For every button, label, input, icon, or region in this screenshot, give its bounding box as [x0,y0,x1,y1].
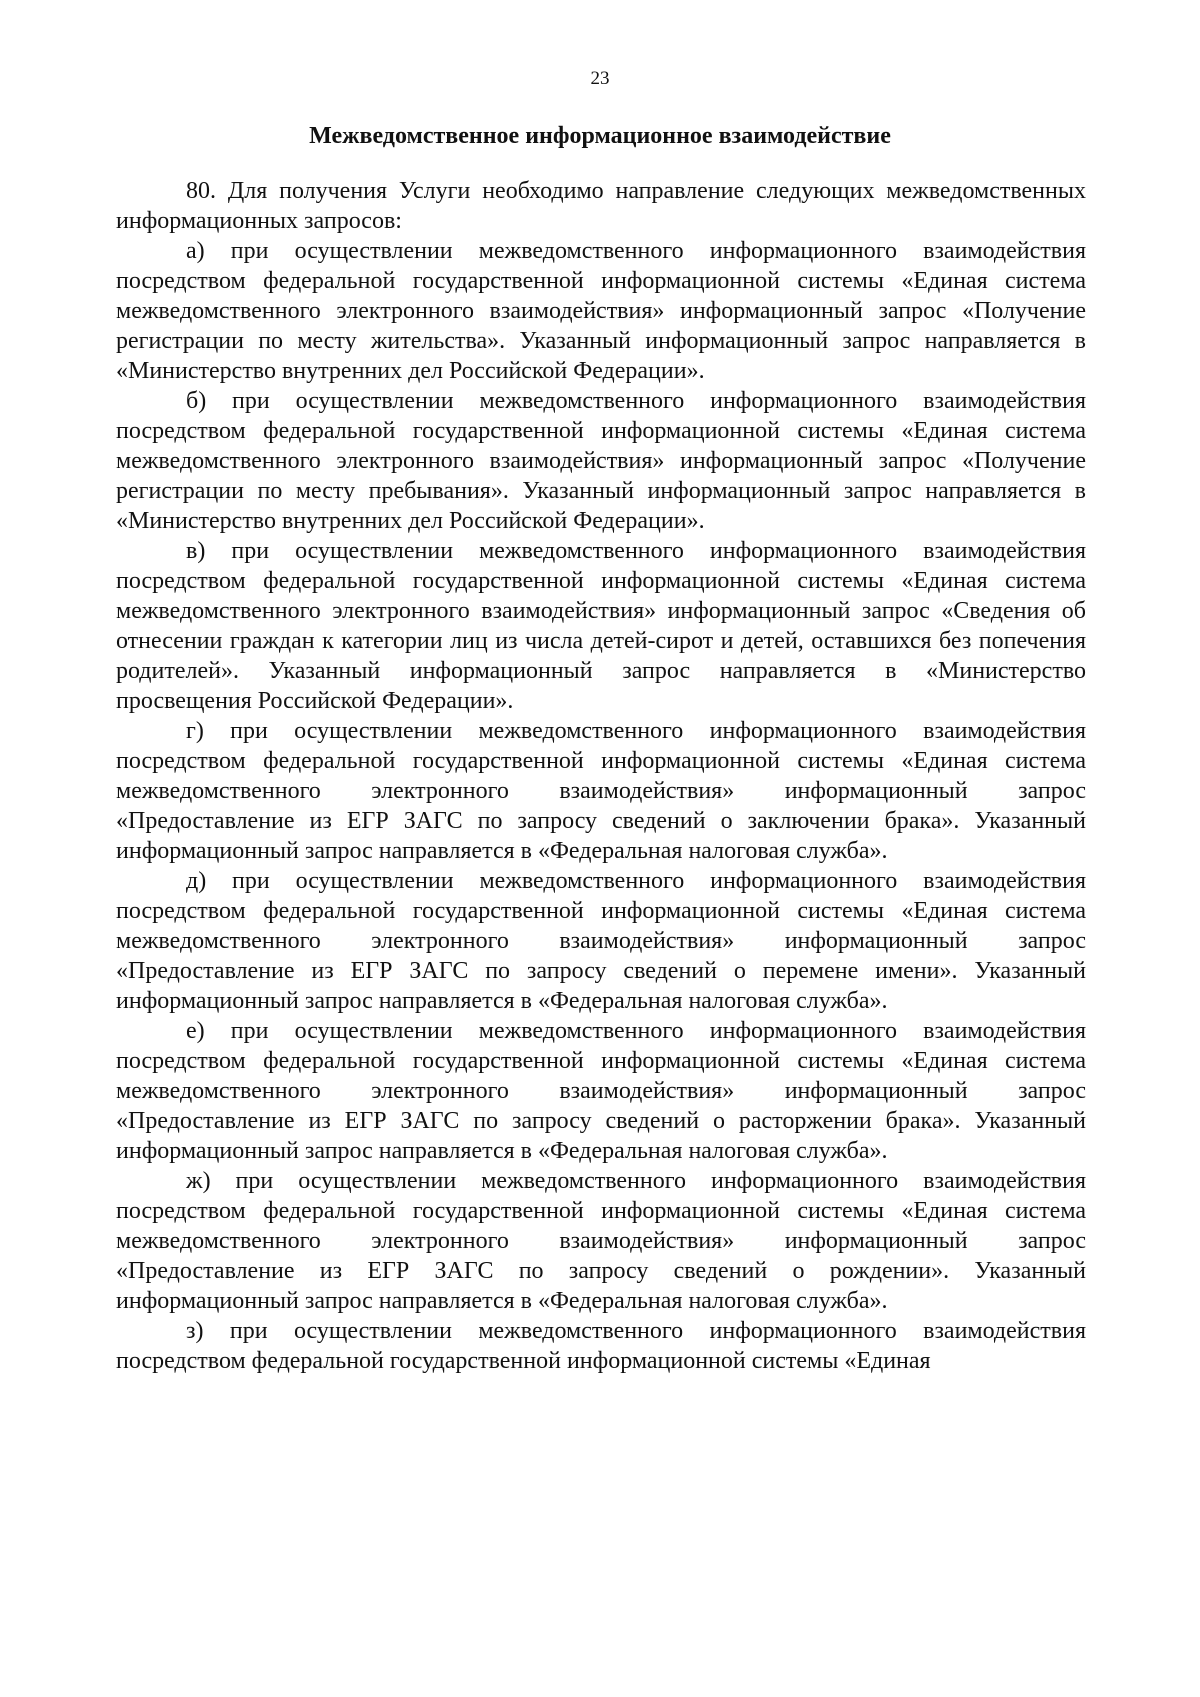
paragraph-item-e: е) при осуществлении межведомственного информационного взаимодействия посредством федеральной государственной информационной системы «Единая система межведомственного электронного взаимодействия» информационный запрос «Предоставление из ЕГР ЗАГС по запросу сведений о расторжении брака». Указанный информационный запрос направляется в «Федеральная налоговая служба». [116,1018,1086,1164]
paragraph-80-intro: 80. Для получения Услуги необходимо направление следующих межведомственных информационных запросов: [116,178,1086,234]
page-number: 23 [590,68,610,89]
paragraph-item-g: г) при осуществлении межведомственного информационного взаимодействия посредством федеральной государственной информационной системы «Единая система межведомственного электронного взаимодействия» информационный запрос «Предоставление из ЕГР ЗАГС по запросу сведений о заключении брака». Указанный информационный запрос направляется в «Федеральная налоговая служба». [116,718,1086,864]
document-body [116,176,1086,1376]
paragraph-item-zh: ж) при осуществлении межведомственного информационного взаимодействия посредством федеральной государственной информационной системы «Единая система межведомственного электронного взаимодействия» информационный запрос «Предоставление из ЕГР ЗАГС по запросу сведений о рождении». Указанный информационный запрос направляется в «Федеральная налоговая служба». [116,1168,1086,1314]
paragraph-item-z: з) при осуществлении межведомственного информационного взаимодействия посредством федеральной государственной информационной системы «Единая [116,1318,1086,1374]
section-heading: Межведомственное информационное взаимодействие [309,123,891,149]
paragraph-item-b: б) при осуществлении межведомственного информационного взаимодействия посредством федеральной государственной информационной системы «Единая система межведомственного электронного взаимодействия» информационный запрос «Получение регистрации по месту пребывания». Указанный информационный запрос направляется в «Министерство внутренних дел Российской Федерации». [116,388,1086,534]
paragraph-item-d: д) при осуществлении межведомственного информационного взаимодействия посредством федеральной государственной информационной системы «Единая система межведомственного электронного взаимодействия» информационный запрос «Предоставление из ЕГР ЗАГС по запросу сведений о перемене имени». Указанный информационный запрос направляется в «Федеральная налоговая служба». [116,868,1086,1014]
paragraph-item-a: а) при осуществлении межведомственного информационного взаимодействия посредством федеральной государственной информационной системы «Единая система межведомственного электронного взаимодействия» информационный запрос «Получение регистрации по месту жительства». Указанный информационный запрос направляется в «Министерство внутренних дел Российской Федерации». [116,238,1086,384]
paragraph-item-v: в) при осуществлении межведомственного информационного взаимодействия посредством федеральной государственной информационной системы «Единая система межведомственного электронного взаимодействия» информационный запрос «Сведения об отнесении граждан к категории лиц из числа детей-сирот и детей, оставшихся без попечения родителей». Указанный информационный запрос направляется в «Министерство просвещения Российской Федерации». [116,538,1086,714]
